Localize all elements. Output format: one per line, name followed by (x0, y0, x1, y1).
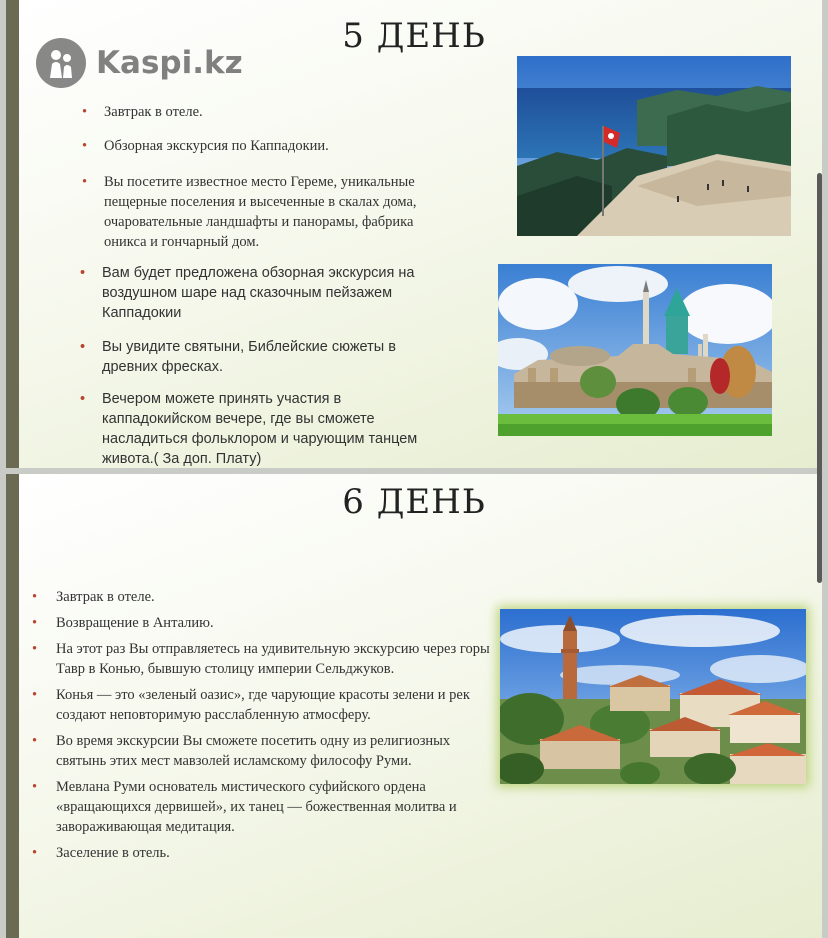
scrollbar-thumb[interactable] (817, 173, 822, 583)
list-item: • Заселение в отель. (32, 845, 170, 861)
photo-mosque (498, 264, 772, 436)
slide-title-day-5: 5 ДЕНЬ (342, 16, 486, 56)
list-item: • Завтрак в отеле. (82, 104, 203, 120)
slide-edge-bar (6, 474, 19, 938)
photo-antalya-old-town (500, 609, 806, 784)
list-item: • Конья — это «зеленый оазис», где чарующие красоты зелени и рек создают неповторимую расслабленную атмосферу. (32, 687, 470, 723)
kaspi-logo-icon (36, 38, 86, 88)
slide-day-6 (6, 474, 822, 938)
list-item: • Во время экскурсии Вы сможете посетить одну из религиозных святынь этих мест мавзолей исламскому философу Руми. (32, 733, 451, 769)
photo-mountain-view (517, 56, 791, 236)
list-item: • Вы увидите святыни, Библейские сюжеты в древних фресках. (80, 339, 396, 375)
list-item: • Мевлана Руми основатель мистического суфийского ордена «вращающихся дервишей», их танец — божественная молитва и завораживающая медитация. (32, 779, 457, 835)
list-item: • Вечером можете принять участия в каппадокийском вечере, где вы сможете насладиться фольклором и чарующим танцем живота.( За доп. Плату) (80, 391, 418, 467)
list-item: • Вы посетите известное место Гереме, уникальные пещерные поселения и высеченные в скалах дома, очаровательные ландшафты и панорамы, фабрика оникса и гончарный дом. (82, 174, 417, 250)
watermark (36, 38, 243, 88)
list-item: • Возвращение в Анталию. (32, 615, 214, 631)
slide-edge-bar (6, 0, 19, 468)
slide-title-day-6: 6 ДЕНЬ (342, 482, 486, 522)
list-item: • Обзорная экскурсия по Каппадокии. (82, 138, 329, 154)
list-item: • Вам будет предложена обзорная экскурсия на воздушном шаре над сказочным пейзажем Каппадокии (80, 265, 415, 321)
list-item: • На этот раз Вы отправляетесь на удивительную экскурсию через горы Тавр в Конью, бывшую столицу империи Сельджуков. (32, 641, 490, 677)
list-item: • Завтрак в отеле. (32, 589, 155, 605)
watermark-text: Kaspi.kz (96, 45, 243, 81)
